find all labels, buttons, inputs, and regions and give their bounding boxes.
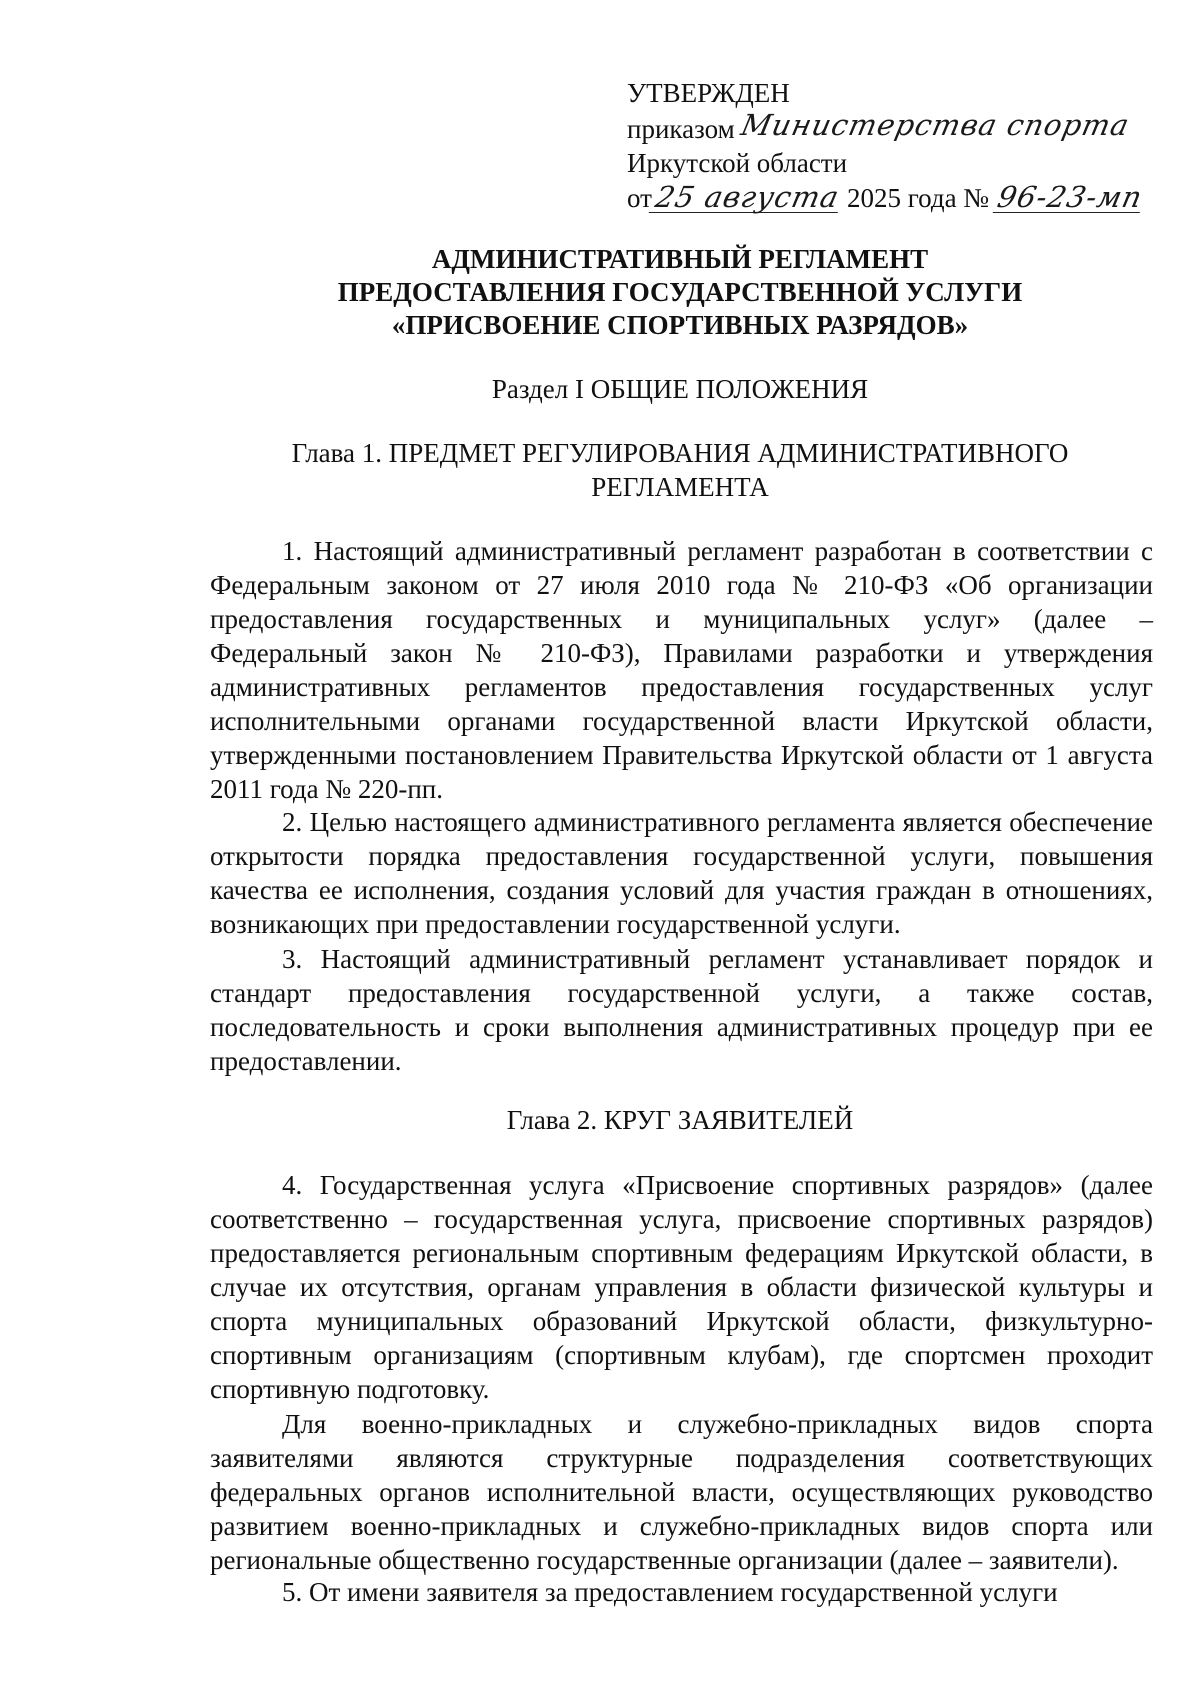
- title-line-2: ПРЕДОСТАВЛЕНИЯ ГОСУДАРСТВЕННОЙ УСЛУГИ: [337, 277, 1023, 307]
- approval-region: Иркутской области: [627, 148, 848, 178]
- paragraph-3: 3. Настоящий административный регламент устанавливает порядок и стандарт предоставления государственной услуги, а также состав, последовательность и сроки выполнения административных процедур при ее предоставлении.: [210, 944, 1153, 1076]
- handwritten-ministry: Министерства спорта: [738, 108, 1134, 142]
- approval-order-line: [627, 108, 1187, 146]
- section-heading: Раздел I ОБЩИЕ ПОЛОЖЕНИЯ: [491, 374, 869, 404]
- paragraph-1: 1. Настоящий административный регламент разработан в соответствии с Федеральным законом от 27 июля 2010 года № 210-ФЗ «Об организации предоставления государственных и муниципальных услуг» (далее – Федеральный закон № 210-ФЗ), Правилами разработки и утверждения административных регламентов предоставления государственных услуг исполнительными органами государственной власти Иркутской области, утвержденными постановлением Правительства Иркутской области от 1 августа 2011 года № 220-пп.: [210, 536, 1153, 804]
- handwritten-date: 25 августа: [649, 182, 845, 213]
- approval-date-prefix: от: [627, 183, 652, 213]
- approval-date-line: [627, 181, 1187, 216]
- approval-year-text: 2025 года №: [846, 183, 990, 213]
- approval-order-prefix: приказом: [627, 114, 735, 144]
- paragraph-2: 2. Целью настоящего административного регламента является обеспечение открытости порядка предоставления государственной услуги, повышения качества ее исполнения, создания условий для участия граждан в отношениях, возникающих при предоставлении государственной услуги.: [210, 807, 1153, 939]
- chapter-1-line-1: Глава 1. ПРЕДМЕТ РЕГУЛИРОВАНИЯ АДМИНИСТРАТИВНОГО: [291, 438, 1069, 468]
- paragraph-5: 5. От имени заявителя за предоставлением государственной услуги: [282, 1577, 1058, 1607]
- title-line-1: АДМИНИСТРАТИВНЫЙ РЕГЛАМЕНТ: [431, 244, 929, 274]
- chapter-1-heading: [210, 436, 1150, 504]
- chapter-2-heading: Глава 2. КРУГ ЗАЯВИТЕЛЕЙ: [506, 1105, 854, 1135]
- title-line-3: «ПРИСВОЕНИЕ СПОРТИВНЫХ РАЗРЯДОВ»: [391, 310, 969, 340]
- paragraph-4: 4. Государственная услуга «Присвоение спортивных разрядов» (далее соответственно – государственная услуга, присвоение спортивных разрядов) предоставляется региональным спортивным федерациям Иркутской области, в случае их отсутствия, органам управления в области физической культуры и спорта муниципальных образований Иркутской области, физкультурно-спортивным организациям (спортивным клубам), где спортсмен проходит спортивную подготовку.: [210, 1170, 1153, 1404]
- handwritten-order-number: 96-23-мп: [994, 180, 1146, 214]
- document-title: [210, 243, 1150, 342]
- paragraph-4-continued: Для военно-прикладных и служебно-прикладных видов спорта заявителями являются структурные подразделения соответствующих федеральных органов исполнительной власти, осуществляющих руководство развитием военно-прикладных и служебно-прикладных видов спорта или региональные общественно государственные организации (далее – заявители).: [210, 1409, 1153, 1575]
- approval-approved: УТВЕРЖДЕН: [627, 78, 790, 108]
- approval-stamp: [627, 76, 1187, 216]
- chapter-1-line-2: РЕГЛАМЕНТА: [591, 472, 769, 502]
